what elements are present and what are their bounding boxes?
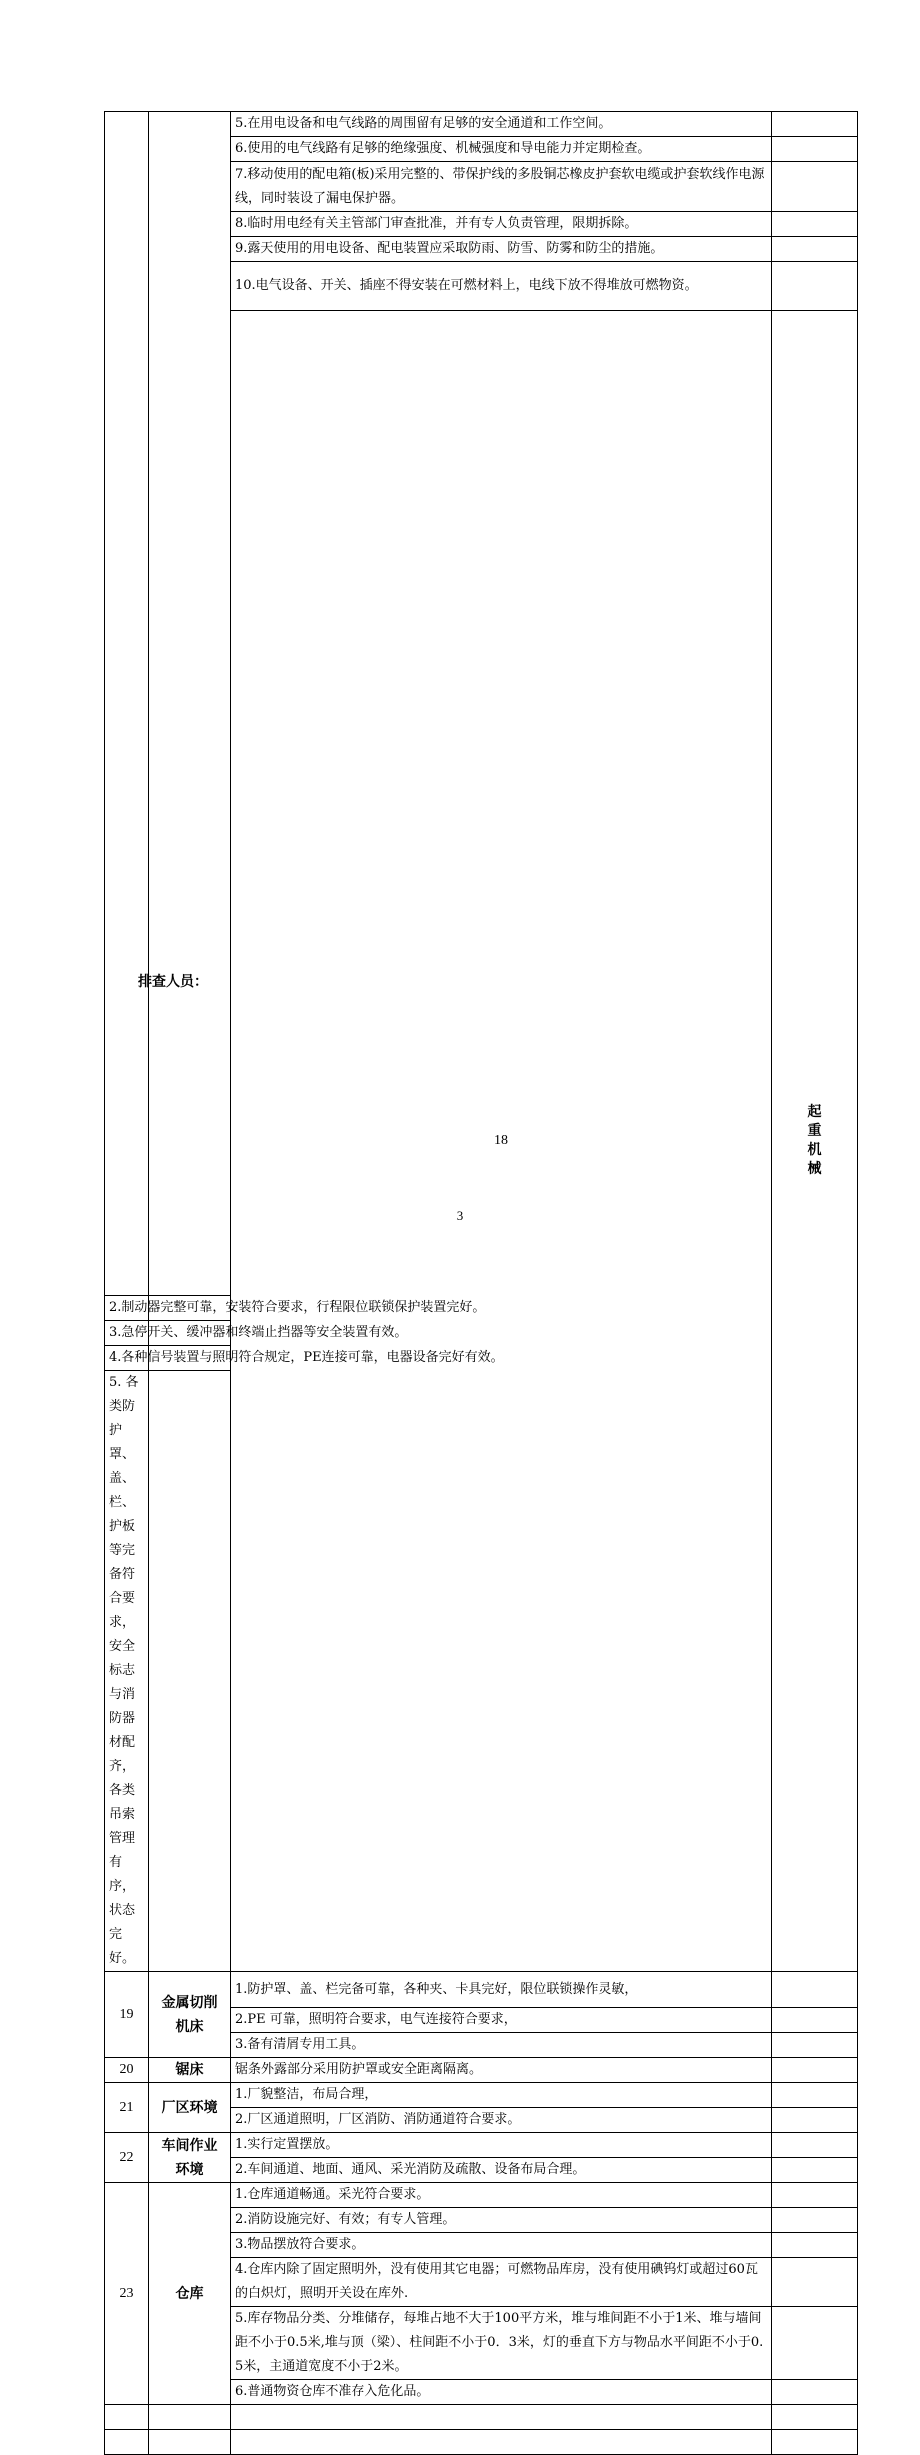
empty-cell[interactable]: [772, 2430, 858, 2455]
category-char: 重: [807, 1123, 822, 1139]
category-label: 锯床: [149, 2058, 231, 2083]
check-item: 6.使用的电气线路有足够的绝缘强度、机械强度和导电能力并定期检查。: [231, 137, 772, 162]
result-cell[interactable]: [772, 137, 858, 162]
result-cell[interactable]: [772, 212, 858, 237]
check-item: 5.库存物品分类、分堆储存，每堆占地不大于100平方米，堆与堆间距不小于1米、堆与墙间距不小于0.5米,堆与顶（梁）、柱间距不小于0．3米，灯的垂直下方与物品水平间距不小于0.5米，主通道宽度不小于2米。: [231, 2307, 772, 2380]
item-number: 19: [105, 1972, 149, 2058]
result-cell[interactable]: [772, 2133, 858, 2158]
empty-cell: [105, 2405, 149, 2430]
category-char: 起: [807, 1104, 822, 1120]
result-cell[interactable]: [772, 2083, 858, 2108]
check-item: 3.物品摆放符合要求。: [231, 2233, 772, 2258]
inspector-label: 排查人员：: [138, 974, 208, 990]
empty-cell[interactable]: [231, 2405, 772, 2430]
check-item: 锯条外露部分采用防护罩或安全距离隔离。: [231, 2058, 772, 2083]
category-line: 金属切削: [161, 1994, 218, 2011]
check-item: 2.厂区通道照明，厂区消防、消防通道符合要求。: [231, 2108, 772, 2133]
empty-cell: [149, 2405, 231, 2430]
table-row: [105, 2058, 858, 2083]
check-item: 1.厂貌整洁，布局合理，: [231, 2083, 772, 2108]
check-item: 5.在用电设备和电气线路的周围留有足够的安全通道和工作空间。: [231, 112, 772, 137]
empty-cell: [149, 2430, 231, 2455]
category-line: 车间作业: [161, 2137, 218, 2154]
check-item: 6.普通物资仓库不准存入危化品。: [231, 2380, 772, 2405]
item-number-cell: [105, 112, 149, 1296]
result-cell[interactable]: [772, 2033, 858, 2058]
empty-cell: [105, 2430, 149, 2455]
check-item: 1.实行定置摆放。: [231, 2133, 772, 2158]
check-item: 3.备有清屑专用工具。: [231, 2033, 772, 2058]
table-row: [105, 1972, 858, 2008]
result-cell[interactable]: [772, 1972, 858, 2008]
result-cell[interactable]: [772, 2258, 858, 2307]
result-cell[interactable]: [772, 2380, 858, 2405]
result-cell[interactable]: [772, 112, 858, 137]
result-cell[interactable]: [772, 162, 858, 212]
category-line: 机床: [175, 2018, 204, 2035]
check-item: 4.各种信号装置与照明符合规定，PE连接可靠，电器设备完好有效。: [105, 1346, 149, 1371]
check-item: 2.车间通道、地面、通风、采光消防及疏散、设备布局合理。: [231, 2158, 772, 2183]
category-label: [149, 1972, 231, 2058]
result-cell[interactable]: [772, 2158, 858, 2183]
check-item: 2.PE 可靠，照明符合要求，电气连接符合要求，: [231, 2008, 772, 2033]
category-char: 械: [807, 1161, 822, 1177]
empty-row: [105, 2430, 858, 2455]
category-label: [772, 311, 858, 1972]
result-cell[interactable]: [772, 2183, 858, 2208]
check-item: 1.防护罩、盖、栏完备可靠，各种夹、卡具完好，限位联锁操作灵敏，: [231, 1972, 772, 2008]
category-label: 厂区环境: [149, 2083, 231, 2133]
result-cell[interactable]: [772, 237, 858, 262]
inspection-table: [104, 111, 858, 2455]
table-row: [105, 2183, 858, 2208]
result-cell[interactable]: [772, 2108, 858, 2133]
category-char: 机: [807, 1142, 822, 1158]
category-cell: [149, 112, 231, 1296]
check-item: 2.消防设施完好、有效；有专人管理。: [231, 2208, 772, 2233]
category-line: 环境: [175, 2161, 204, 2178]
empty-row: [105, 2405, 858, 2430]
check-item: 9.露天使用的用电设备、配电装置应采取防雨、防雪、防雾和防尘的措施。: [231, 237, 772, 262]
table-row: [105, 2083, 858, 2108]
check-item: 1.仓库通道畅通。采光符合要求。: [231, 2183, 772, 2208]
check-item: 4.仓库内除了固定照明外，没有使用其它电器；可燃物品库房，没有使用碘钨灯或超过60瓦的白炽灯，照明开关设在库外.: [231, 2258, 772, 2307]
item-number: 23: [105, 2183, 149, 2405]
item-number: 21: [105, 2083, 149, 2133]
page-number: 3: [456, 1208, 464, 1223]
result-cell[interactable]: [149, 1371, 231, 1972]
check-item: 3.急停开关、缓冲器和终端止挡器等安全装置有效。: [105, 1321, 149, 1346]
item-number: 20: [105, 2058, 149, 2083]
empty-cell[interactable]: [231, 2430, 772, 2455]
item-number: 22: [105, 2133, 149, 2183]
item-number: 18: [231, 311, 772, 1972]
result-cell[interactable]: [772, 2058, 858, 2083]
check-item: 5. 各类防护罩、盖、栏、护板等完备符合要求，安全标志与消防器材配齐，各类吊索管理有序，状态完好。: [105, 1371, 149, 1972]
table-row: [105, 2133, 858, 2158]
empty-cell[interactable]: [772, 2405, 858, 2430]
check-item: 8.临时用电经有关主管部门审查批准，并有专人负责管理，限期拆除。: [231, 212, 772, 237]
check-item: 2.制动器完整可靠，安装符合要求，行程限位联锁保护装置完好。: [105, 1296, 149, 1321]
category-label: [149, 2133, 231, 2183]
result-cell[interactable]: [772, 2307, 858, 2380]
check-item: 7.移动使用的配电箱(板)采用完整的、带保护线的多股铜芯橡皮护套软电缆或护套软线作电源线，同时装设了漏电保护器。: [231, 162, 772, 212]
table-row: [105, 112, 858, 137]
result-cell[interactable]: [772, 262, 858, 311]
check-item: 10.电气设备、开关、插座不得安装在可燃材料上，电线下放不得堆放可燃物资。: [231, 262, 772, 311]
result-cell[interactable]: [772, 2233, 858, 2258]
result-cell[interactable]: [772, 2208, 858, 2233]
category-label: 仓库: [149, 2183, 231, 2405]
result-cell[interactable]: [772, 2008, 858, 2033]
